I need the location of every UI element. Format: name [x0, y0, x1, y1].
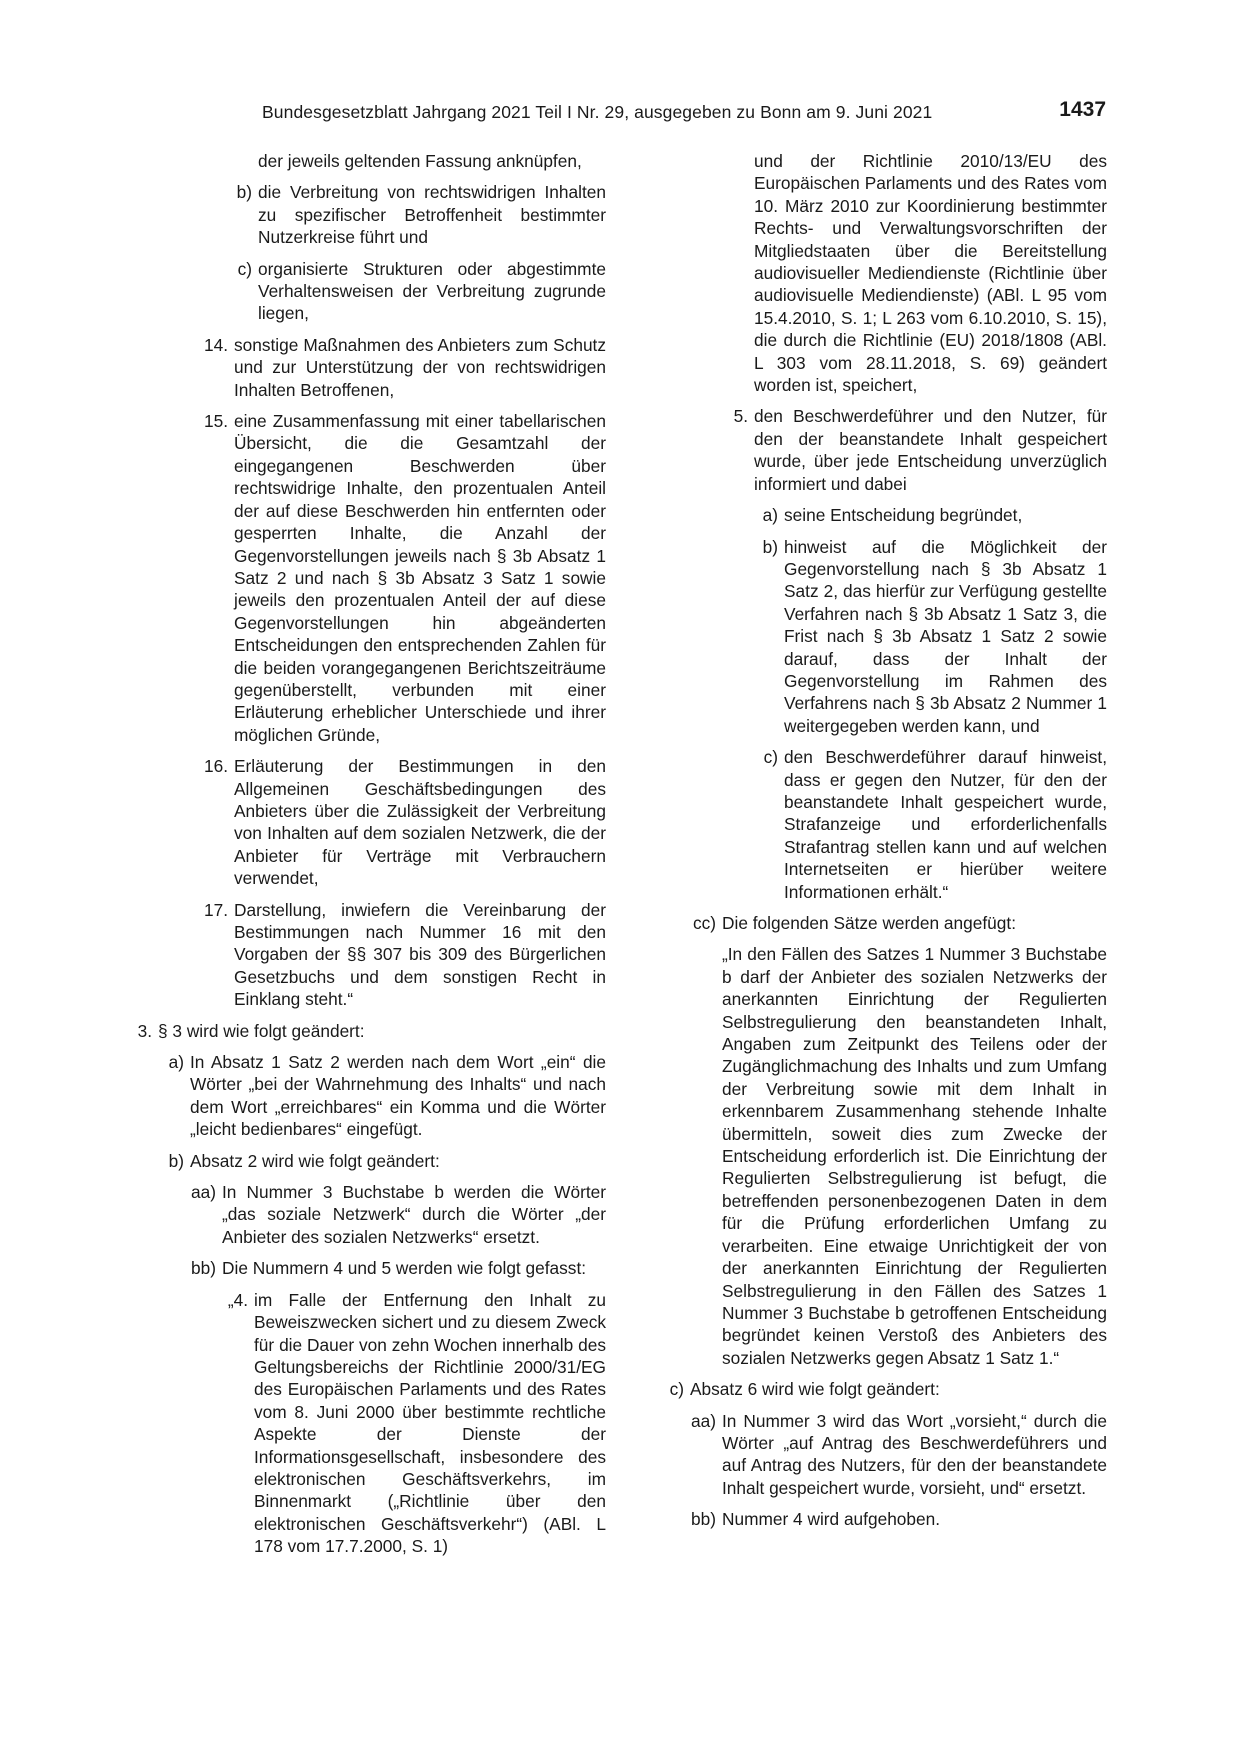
right-column [660, 150, 1107, 1540]
item-text: eine Zusammenfassung mit einer tabellarischen Übersicht, die die Gesamtzahl der eingegangenen Beschwerden über rechtswidrige Inhalte, den prozentualen Anteil der auf diese Beschwerden hin entfernten oder gesperrten Inhalte, die Anzahl der Gegenvorstellungen jeweils nach § 3b Absatz 1 Satz 2 und nach § 3b Absatz 3 Satz 1 sowie jeweils den prozentualen Anteil der auf diese Gegenvorstellungen hin abgeänderten Entscheidungen den entsprechenden Zahlen für die beiden vorangegangenen Berichtszeiträume gegenüberstellt, verbunden mit einer Erläuterung erheblicher Unterschiede und ihrer möglichen Gründe, [234, 411, 606, 745]
paragraph [660, 405, 1107, 495]
item-text: im Falle der Entfernung den Inhalt zu Beweiszwecken sichert und zu diesem Zweck für die Dauer von zehn Wochen innerhalb des Geltungsbereichs der Richtlinie 2000/31/EG des Europäischen Parlaments und des Rates vom 8. Juni 2000 über bestimmte rechtliche Aspekte der Dienste der Informationsgesellschaft, insbesondere des elektronischen Geschäftsverkehrs, im Binnenmarkt („Richtlinie über den elektronischen Geschäftsverkehr“) (ABl. L 178 vom 17.7.2000, S. 1) [254, 1289, 606, 1557]
item-text: In Nummer 3 Buchstabe b werden die Wörter „das soziale Netzwerk“ durch die Wörter „der Anbieter des sozialen Netzwerks“ ersetzt. [222, 1182, 606, 1247]
item-label: „4. [227, 1289, 248, 1310]
item-text: Absatz 2 wird wie folgt geändert: [190, 1150, 440, 1171]
paragraph [660, 1378, 1107, 1400]
item-label: b) [236, 182, 252, 203]
paragraph [660, 536, 1107, 738]
paragraph [140, 1150, 606, 1172]
item-label: 5. [733, 406, 748, 427]
item-text: organisierte Strukturen oder abgestimmte Verhaltensweisen der Verbreitung zugrunde liegen, [258, 258, 606, 324]
item-text: den Beschwerdeführer darauf hinweist, dass er gegen den Nutzer, für den der beanstandete Inhalt gespeichert wurde, Strafanzeige und erforderlichenfalls Strafantrag stellen kann und auf welchen Internetseiten er hierüber weitere Informationen erhält.“ [784, 747, 1107, 902]
item-text: seine Entscheidung begründet, [784, 505, 1023, 526]
paragraph [137, 1020, 606, 1042]
paragraph [140, 899, 606, 1011]
page-number: 1437 [1059, 98, 1106, 121]
item-label: c) [763, 747, 778, 768]
paragraph [140, 150, 606, 172]
paragraph [660, 150, 1107, 396]
item-text: Darstellung, inwiefern die Vereinbarung der Bestimmungen nach Nummer 16 mit den Vorgaben der §§ 307 bis 309 des Bürgerlichen Gesetzbuchs und dem sonstigen Recht in Einklang steht.“ [234, 899, 606, 1010]
paragraph [140, 755, 606, 889]
paragraph [660, 504, 1107, 526]
paragraph [660, 1508, 1107, 1530]
item-label: b) [762, 536, 778, 557]
item-text: Die Nummern 4 und 5 werden wie folgt gefasst: [222, 1258, 587, 1279]
paragraph [140, 1289, 606, 1558]
item-text: und der Richtlinie 2010/13/EU des Europäischen Parlaments und des Rates vom 10. März 2010 zur Koordinierung bestimmter Rechts- und Verwaltungsvorschriften der Mitgliedstaaten über die Bereitstellung audiovisueller Mediendienste (Richtlinie über audiovisuelle Mediendienste) (ABl. L 95 vom 15.4.2010, S. 1; L 263 vom 6.10.2010, S. 15), die durch die Richtlinie (EU) 2018/1808 (ABl. L 303 vom 28.11.2018, S. 69) geändert worden ist, speichert, [754, 151, 1107, 396]
item-label: bb) [191, 1258, 216, 1279]
paragraph [660, 746, 1107, 903]
item-label: cc) [692, 913, 716, 933]
item-text: sonstige Maßnahmen des Anbieters zum Schutz und zur Unterstützung der von rechtswidrigen Inhalten Betroffenen, [234, 334, 606, 400]
item-text: Absatz 6 wird wie folgt geändert: [690, 1379, 940, 1400]
item-text: Die folgenden Sätze werden angefügt: [722, 913, 1016, 933]
paragraph [140, 410, 606, 746]
paragraph [140, 1181, 606, 1248]
left-column [137, 150, 606, 1567]
paragraph [660, 943, 1107, 1369]
item-label: c) [669, 1379, 684, 1400]
item-text: § 3 wird wie folgt geändert: [158, 1020, 365, 1041]
item-label: aa) [191, 1182, 216, 1203]
item-label: 16. [203, 756, 228, 777]
item-label: 15. [203, 411, 228, 432]
item-label: 14. [203, 334, 228, 355]
item-label: 17. [203, 899, 228, 920]
item-text: In Nummer 3 wird das Wort „vorsieht,“ durch die Wörter „auf Antrag des Beschwerdeführers und auf Antrag des Nutzers, für den der beanstandete Inhalt gespeichert wurde, vorsieht, und“ ersetzt. [722, 1410, 1107, 1498]
header-text: Bundesgesetzblatt Jahrgang 2021 Teil I Nr. 29, ausgegeben zu Bonn am 9. Juni 2021 [262, 102, 933, 122]
item-text: der jeweils geltenden Fassung anknüpfen, [258, 151, 582, 171]
paragraph [660, 912, 1107, 934]
item-text: den Beschwerdeführer und den Nutzer, für den der beanstandete Inhalt gespeichert wurde, über jede Entscheidung unverzüglich informiert und dabei [754, 406, 1107, 494]
item-text: die Verbreitung von rechtswidrigen Inhalten zu spezifischer Betroffenheit bestimmter Nutzerkreise führt und [258, 182, 606, 248]
paragraph [660, 1410, 1107, 1500]
item-label: a) [168, 1052, 184, 1073]
paragraph [140, 334, 606, 401]
paragraph [140, 1051, 606, 1141]
item-label: aa) [691, 1410, 716, 1431]
paragraph [140, 181, 606, 248]
item-text: Erläuterung der Bestimmungen in den Allgemeinen Geschäftsbedingungen des Anbieters über die Zulässigkeit der Verbreitung von Inhalten auf dem sozialen Netzwerk, die der Anbieter für Verträge mit Verbrauchern verwendet, [234, 756, 606, 889]
item-label: 3. [137, 1020, 152, 1041]
item-text: Nummer 4 wird aufgehoben. [722, 1509, 941, 1530]
item-label: bb) [691, 1509, 716, 1530]
page-header [262, 98, 1106, 128]
paragraph [140, 1257, 606, 1279]
item-label: a) [762, 505, 778, 526]
item-text: hinweist auf die Möglichkeit der Gegenvorstellung nach § 3b Absatz 1 Satz 2, das hierfür zur Verfügung gestellte Verfahren nach § 3b Absatz 1 Satz 3, die Frist nach § 3b Absatz 1 Satz 2 sowie darauf, dass der Inhalt der Gegenvorstellung im Rahmen des Verfahrens nach § 3b Absatz 2 Nummer 1 weitergegeben werden kann, und [784, 536, 1107, 736]
paragraph [140, 258, 606, 325]
item-label: b) [168, 1150, 184, 1171]
item-label: c) [237, 258, 252, 279]
item-text: In Absatz 1 Satz 2 werden nach dem Wort „ein“ die Wörter „bei der Wahrnehmung des Inhalts“ und nach dem Wort „erreichbares“ ein Komma und die Wörter „leicht bedienbares“ eingefügt. [190, 1052, 606, 1140]
item-text: „In den Fällen des Satzes 1 Nummer 3 Buchstabe b darf der Anbieter des sozialen Netzwerks der anerkannten Einrichtung der Regulierten Selbstregulierung den beanstandeten Inhalt, Angaben zum Zeitpunkt des Teilens oder der Zugänglichmachung des Inhalts und zum Umfang der Verbreitung sowie mit dem Inhalt in erkennbarem Zusammenhang stehende Inhalte übermitteln, soweit dies zum Zwecke der Entscheidung erforderlich ist. Die Einrichtung der Regulierten Selbstregulierung ist befugt, die betreffenden personenbezogenen Daten in dem für die Prüfung erforderlichen Umfang zu verarbeiten. Eine etwaige Unrichtigkeit der von der anerkannten Einrichtung der Regulierten Selbstregulierung in den Fällen des Satzes 1 Nummer 3 Buchstabe b getroffenen Entscheidung begründet keinen Verstoß des Anbieters des sozialen Netzwerks gegen Absatz 1 Satz 1.“ [722, 944, 1107, 1368]
